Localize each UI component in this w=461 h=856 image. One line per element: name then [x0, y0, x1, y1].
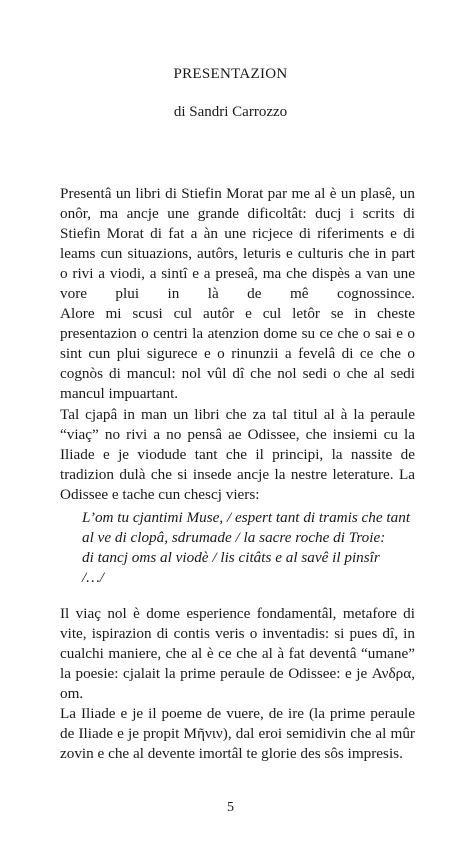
paragraph-2: Alore mi scusi cul autôr e cul letôr se in cheste presentazion o centri la atenzion dome su ce che o sai e o sint cun plui sigurece e o rinunzii a fevelâ di ce che o cognòs di mancul: nol vûl dî che nol sedi o che al sedi mancul impuartant. — [60, 305, 415, 402]
page-number: 5 — [227, 800, 234, 815]
intro-paragraphs — [60, 184, 415, 404]
paragraph-4: Il viaç nol è dome esperience fondamentâl, metafore di vite, ispirazion di contis veris o inventadis: si pues dî, in cualchi maniere, che al è ce che al à fat deventâ “umane” la poesie: cjalait la prime peraule de Odissee: e je Ανδρα, om. — [60, 605, 415, 702]
verse-line-1: L’om tu cjantimi Muse, / espert tant di tramis che tant — [82, 509, 411, 526]
author-byline: di Sandri Carrozzo — [173, 104, 288, 120]
verse-line-3: di tancj oms al viodè / lis citâts e al savê il pinsîr — [82, 549, 380, 566]
paragraph-3: Tal cjapâ in man un libri che za tal titul al à la peraule “viaç” no rivi a no pensâ ae Odissee, che insiemi cu la Iliade e je viodude tant che il principi, la nassite de tradizion dulà che si insede ancje la nestre leterature. La Odissee e tache cun chescj viers: — [60, 406, 415, 503]
verse-line-4: /…/ — [82, 569, 104, 586]
verse-quotation — [82, 508, 422, 588]
page-title: PRESENTAZION — [173, 66, 288, 82]
verse-line-2: al ve di clopâ, sdrumade / la sacre roche di Troie: — [82, 529, 386, 546]
paragraph-5: La Iliade e je il poeme de vuere, de ire (la prime peraule de Iliade e je propit Μῆνιν), dal eroi semidivin che al mûr zovin e che al devente imortâl te glorie des sôs impresis. — [60, 705, 415, 762]
paragraph-1: Presentâ un libri di Stiefin Morat par me al è un plasê, un onôr, ma ancje une grande dificoltât: ducj i scrits di Stiefin Morat di fat a àn une ricjece di riferiments e di leams cun situazions, autôrs, leturis e culturis che in part o rivi a viodi, a sintî e a preseâ, ma che dispès a van une vore plui in là de mê cognossince. — [60, 185, 415, 302]
closing-paragraphs — [60, 604, 415, 764]
odyssey-paragraph — [60, 405, 415, 505]
